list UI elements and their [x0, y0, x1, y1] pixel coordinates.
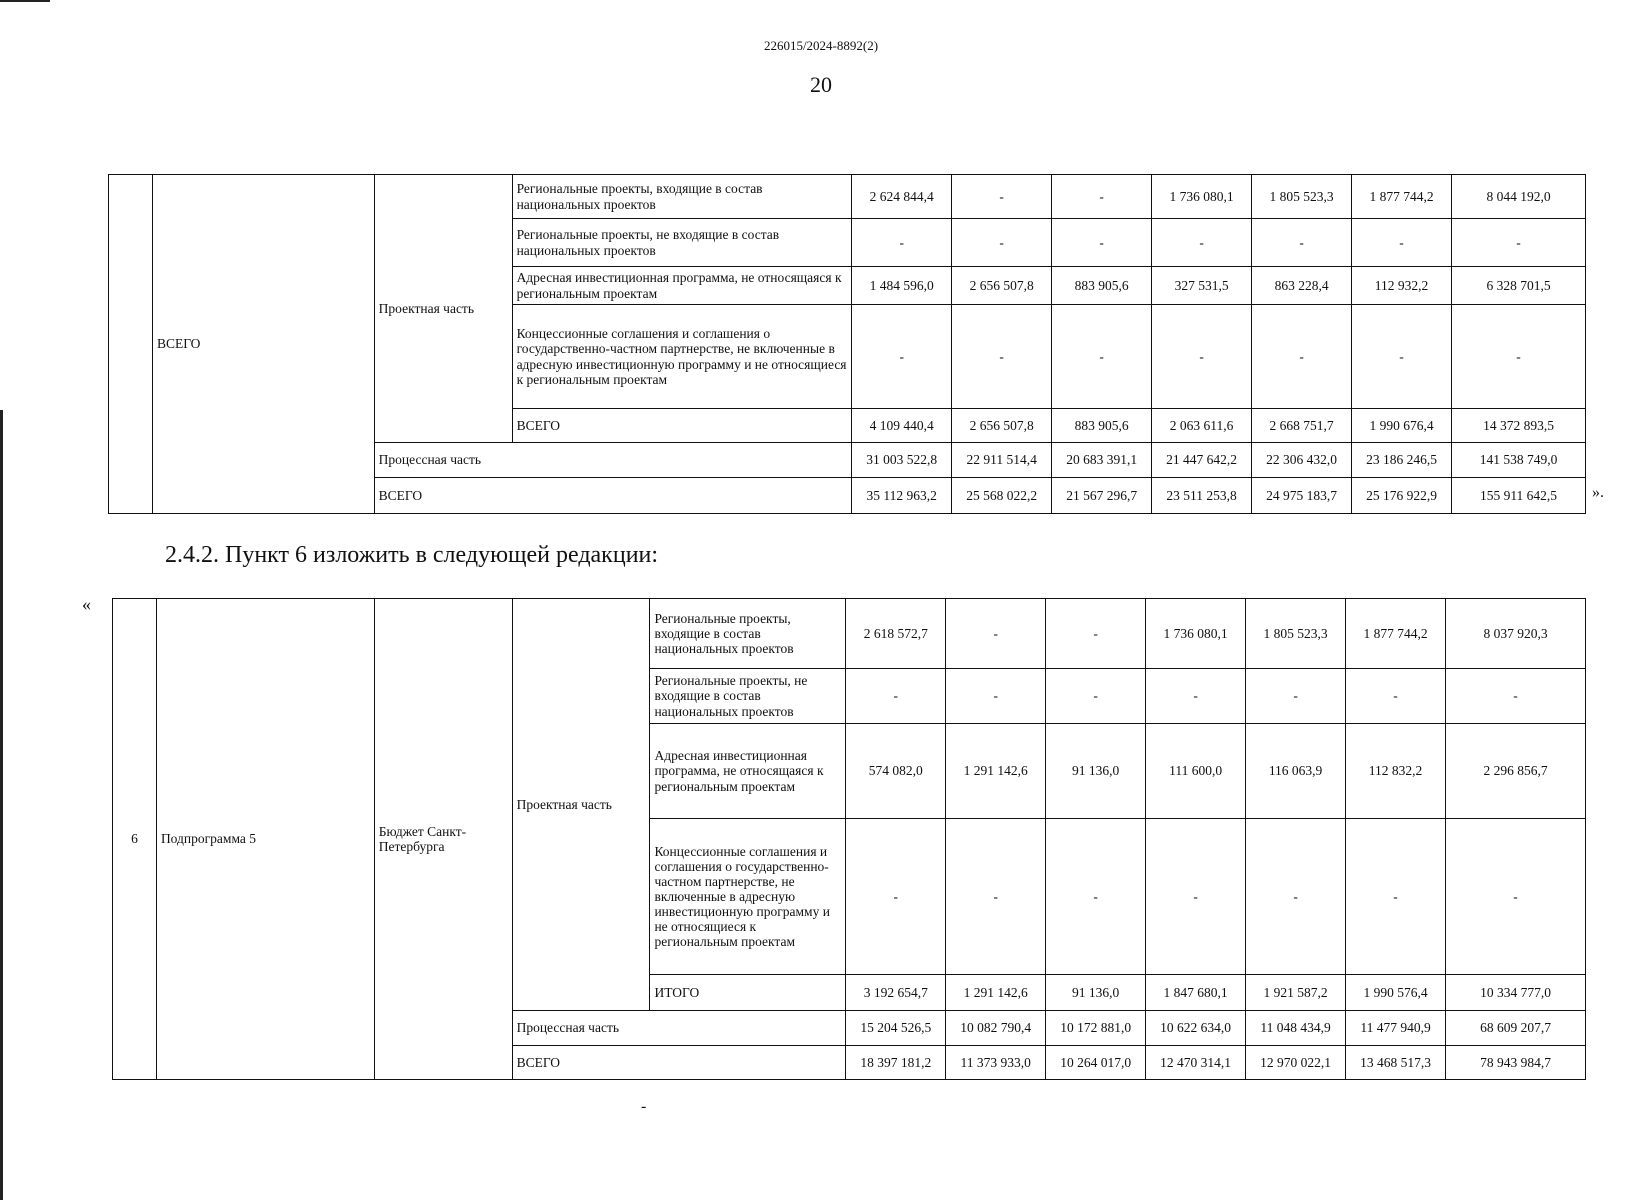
value-cell: -: [946, 669, 1046, 724]
value-cell: 10 082 790,4: [946, 1011, 1046, 1046]
value-cell: -: [1346, 819, 1446, 975]
project-part-cell: Проектная часть: [374, 175, 512, 443]
value-cell: 11 477 940,9: [1346, 1011, 1446, 1046]
value-cell: 327 531,5: [1152, 267, 1252, 305]
value-cell: 1 291 142,6: [946, 724, 1046, 819]
value-cell: 4 109 440,4: [852, 409, 952, 443]
value-cell: 25 176 922,9: [1352, 478, 1452, 514]
merged-label-cell: ВСЕГО: [152, 175, 374, 514]
row-label: Адресная инвестиционная программа, не относящаяся к региональным проектам: [512, 267, 852, 305]
row-label: Региональные проекты, входящие в состав национальных проектов: [650, 599, 846, 669]
value-cell: 25 568 022,2: [952, 478, 1052, 514]
value-cell: 1 291 142,6: [946, 975, 1046, 1011]
total-value-cell: -: [1446, 669, 1586, 724]
value-cell: -: [1146, 669, 1246, 724]
value-cell: 10 172 881,0: [1046, 1011, 1146, 1046]
table-row: [113, 599, 1586, 669]
total-value-cell: 68 609 207,7: [1446, 1011, 1586, 1046]
value-cell: 20 683 391,1: [1052, 443, 1152, 478]
total-value-cell: 78 943 984,7: [1446, 1046, 1586, 1080]
value-cell: 1 877 744,2: [1346, 599, 1446, 669]
value-cell: 111 600,0: [1146, 724, 1246, 819]
value-cell: 21 567 296,7: [1052, 478, 1152, 514]
value-cell: 1 484 596,0: [852, 267, 952, 305]
value-cell: -: [1352, 305, 1452, 409]
value-cell: -: [952, 219, 1052, 267]
grand-total-label: ВСЕГО: [374, 478, 852, 514]
value-cell: -: [1246, 819, 1346, 975]
value-cell: 1 736 080,1: [1146, 599, 1246, 669]
opening-quote: «: [82, 594, 91, 614]
value-cell: 22 306 432,0: [1252, 443, 1352, 478]
value-cell: -: [1146, 819, 1246, 975]
value-cell: -: [1046, 819, 1146, 975]
budget-table-subprogram-5: [112, 598, 1586, 1080]
value-cell: 31 003 522,8: [852, 443, 952, 478]
page-number: 20: [810, 72, 832, 97]
total-value-cell: 141 538 749,0: [1452, 443, 1586, 478]
total-value-cell: -: [1452, 305, 1586, 409]
value-cell: -: [1052, 175, 1152, 219]
value-cell: -: [952, 305, 1052, 409]
value-cell: 883 905,6: [1052, 409, 1152, 443]
value-cell: 3 192 654,7: [846, 975, 946, 1011]
value-cell: 1 847 680,1: [1146, 975, 1246, 1011]
value-cell: -: [846, 819, 946, 975]
value-cell: 1 805 523,3: [1246, 599, 1346, 669]
value-cell: 574 082,0: [846, 724, 946, 819]
value-cell: 23 511 253,8: [1152, 478, 1252, 514]
value-cell: 2 668 751,7: [1252, 409, 1352, 443]
value-cell: -: [852, 219, 952, 267]
row-number-cell: 6: [113, 599, 157, 1080]
value-cell: 91 136,0: [1046, 975, 1146, 1011]
value-cell: 11 048 434,9: [1246, 1011, 1346, 1046]
grand-total-label: ВСЕГО: [512, 1046, 846, 1080]
value-cell: -: [946, 599, 1046, 669]
empty-cell: [109, 175, 153, 514]
value-cell: -: [1052, 219, 1152, 267]
budget-table-total: [108, 174, 1586, 514]
value-cell: 23 186 246,5: [1352, 443, 1452, 478]
value-cell: 863 228,4: [1252, 267, 1352, 305]
value-cell: -: [1046, 599, 1146, 669]
total-value-cell: 10 334 777,0: [1446, 975, 1586, 1011]
value-cell: -: [1046, 669, 1146, 724]
total-value-cell: 8 037 920,3: [1446, 599, 1586, 669]
value-cell: 2 624 844,4: [852, 175, 952, 219]
process-part-label: Процессная часть: [374, 443, 852, 478]
total-value-cell: 14 372 893,5: [1452, 409, 1586, 443]
value-cell: -: [1252, 305, 1352, 409]
value-cell: 1 736 080,1: [1152, 175, 1252, 219]
process-part-label: Процессная часть: [512, 1011, 846, 1046]
value-cell: 883 905,6: [1052, 267, 1152, 305]
funding-source-cell: Бюджет Санкт-Петербурга: [374, 599, 512, 1080]
value-cell: -: [1246, 669, 1346, 724]
program-name-cell: Подпрограмма 5: [156, 599, 374, 1080]
value-cell: 12 970 022,1: [1246, 1046, 1346, 1080]
value-cell: -: [1346, 669, 1446, 724]
stray-dash-mark: -: [641, 1098, 647, 1115]
value-cell: 22 911 514,4: [952, 443, 1052, 478]
value-cell: 10 264 017,0: [1046, 1046, 1146, 1080]
row-label: Концессионные соглашения и соглашения о государственно-частном партнерстве, не включенные в адресную инвестиционную программу и не относящиеся к региональным проектам: [512, 305, 852, 409]
closing-quote: ».: [1592, 484, 1604, 501]
value-cell: 116 063,9: [1246, 724, 1346, 819]
value-cell: -: [1052, 305, 1152, 409]
value-cell: -: [946, 819, 1046, 975]
value-cell: 21 447 642,2: [1152, 443, 1252, 478]
value-cell: 1 877 744,2: [1352, 175, 1452, 219]
row-label: Региональные проекты, не входящие в состав национальных проектов: [650, 669, 846, 724]
value-cell: 11 373 933,0: [946, 1046, 1046, 1080]
value-cell: -: [1152, 219, 1252, 267]
value-cell: 35 112 963,2: [852, 478, 952, 514]
value-cell: 10 622 634,0: [1146, 1011, 1246, 1046]
value-cell: 2 656 507,8: [952, 409, 1052, 443]
value-cell: 112 932,2: [1352, 267, 1452, 305]
scan-edge-bar: [0, 410, 3, 1200]
value-cell: 1 805 523,3: [1252, 175, 1352, 219]
document-id: 226015/2024-8892(2): [763, 38, 879, 53]
row-label: ИТОГО: [650, 975, 846, 1011]
value-cell: 13 468 517,3: [1346, 1046, 1446, 1080]
total-value-cell: -: [1452, 219, 1586, 267]
value-cell: -: [852, 305, 952, 409]
value-cell: -: [952, 175, 1052, 219]
row-label: Региональные проекты, входящие в состав национальных проектов: [512, 175, 852, 219]
value-cell: -: [1152, 305, 1252, 409]
total-value-cell: -: [1446, 819, 1586, 975]
value-cell: 1 990 676,4: [1352, 409, 1452, 443]
table-row: [109, 175, 1586, 219]
total-value-cell: 155 911 642,5: [1452, 478, 1586, 514]
value-cell: 12 470 314,1: [1146, 1046, 1246, 1080]
value-cell: -: [846, 669, 946, 724]
value-cell: 1 990 576,4: [1346, 975, 1446, 1011]
total-value-cell: 8 044 192,0: [1452, 175, 1586, 219]
value-cell: 18 397 181,2: [846, 1046, 946, 1080]
row-label: Адресная инвестиционная программа, не относящаяся к региональным проектам: [650, 724, 846, 819]
value-cell: 2 063 611,6: [1152, 409, 1252, 443]
scan-edge-line: [0, 0, 50, 2]
value-cell: 24 975 183,7: [1252, 478, 1352, 514]
row-label: Региональные проекты, не входящие в состав национальных проектов: [512, 219, 852, 267]
value-cell: -: [1352, 219, 1452, 267]
row-label: ВСЕГО: [512, 409, 852, 443]
value-cell: 112 832,2: [1346, 724, 1446, 819]
project-part-cell: Проектная часть: [512, 599, 650, 1011]
value-cell: 2 656 507,8: [952, 267, 1052, 305]
value-cell: 2 618 572,7: [846, 599, 946, 669]
total-value-cell: 2 296 856,7: [1446, 724, 1586, 819]
total-value-cell: 6 328 701,5: [1452, 267, 1586, 305]
value-cell: 91 136,0: [1046, 724, 1146, 819]
section-heading: 2.4.2. Пункт 6 изложить в следующей редакции:: [165, 542, 659, 568]
value-cell: 15 204 526,5: [846, 1011, 946, 1046]
row-label: Концессионные соглашения и соглашения о государственно-частном партнерстве, не включенные в адресную инвестиционную программу и не относящиеся к региональным проектам: [650, 819, 846, 975]
value-cell: 1 921 587,2: [1246, 975, 1346, 1011]
value-cell: -: [1252, 219, 1352, 267]
